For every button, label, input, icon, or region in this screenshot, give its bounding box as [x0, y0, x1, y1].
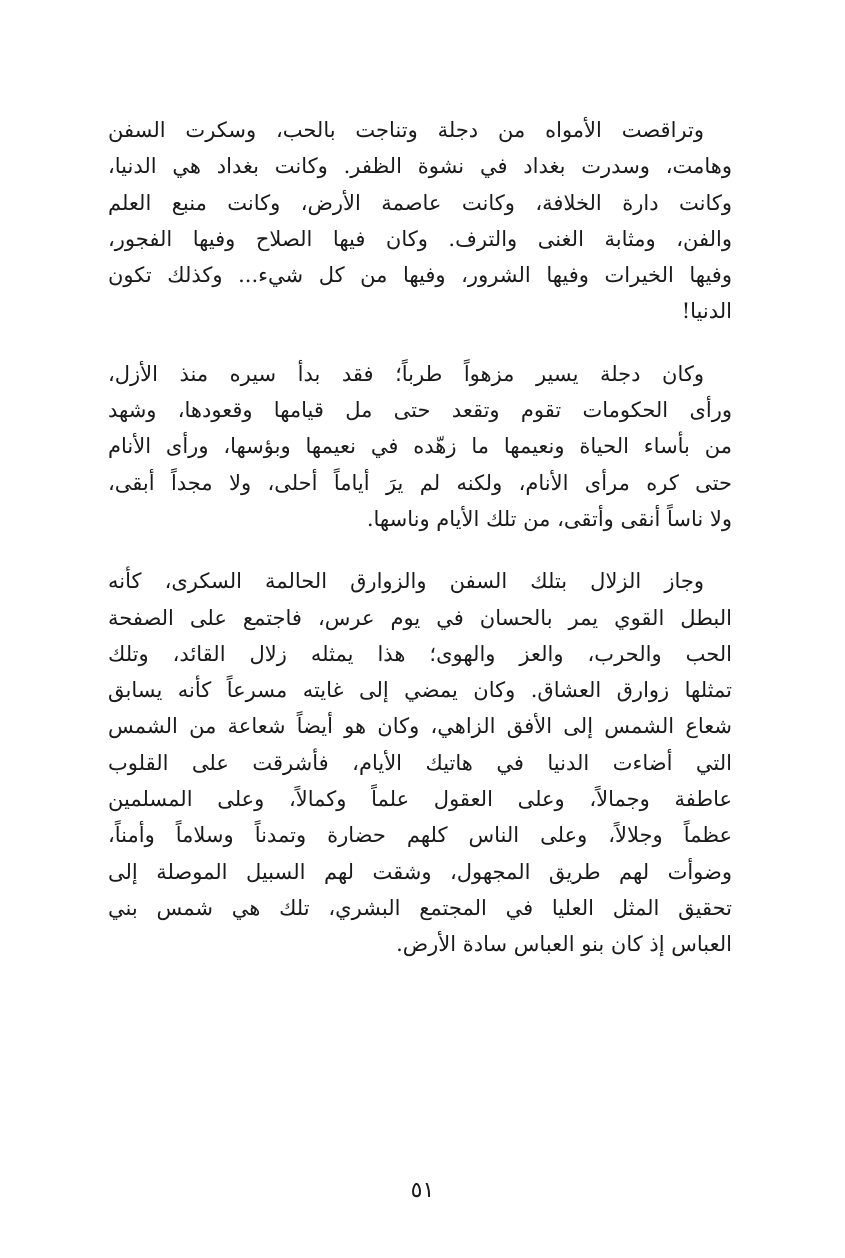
- text-line: وجاز الزلال بتلك السفن والزوارق الحالمة السكرى، كأنه: [108, 569, 704, 594]
- page-number: ٥١: [410, 1178, 435, 1203]
- text-line: وفيها الخيرات وفيها الشرور، وفيها من كل شيء... وكذلك تكون: [108, 263, 732, 288]
- text-line: من بأساء الحياة ونعيمها ما زهّده في نعيمها وبؤسها، ورأى الأنام: [108, 434, 732, 459]
- text-line: وكانت دارة الخلافة، وكانت عاصمة الأرض، وكانت منبع العلم: [108, 190, 732, 215]
- text-line: تحقيق المثل العليا في المجتمع البشري، تلك هي شمس بني: [108, 895, 732, 920]
- text-line: البطل القوي يمر بالحسان في يوم عرس، فاجتمع على الصفحة: [108, 605, 732, 630]
- body-text: [108, 112, 732, 989]
- text-line: شعاع الشمس إلى الأفق الزاهي، وكان هو أيضاً شعاعة من الشمس: [108, 714, 732, 739]
- text-line: ورأى الحكومات تقوم وتقعد حتى مل قيامها وقعودها، وشهد: [108, 398, 732, 423]
- text-line: عاطفة وجمالاً، وعلى العقول علماً وكمالاً، وعلى المسلمين: [108, 787, 732, 812]
- text-line: التي أضاءت الدنيا في هاتيك الأيام، فأشرقت على القلوب: [108, 750, 732, 775]
- text-line: الحب والحرب، والعز والهوى؛ هذا يمثله زلال القائد، وتلك: [108, 641, 732, 666]
- text-line: الدنيا!: [681, 299, 732, 324]
- text-line: عظماً وجلالاً، وعلى الناس كلهم حضارة وتمدناً وسلاماً وأمناً،: [108, 823, 732, 848]
- paragraph: [108, 356, 732, 537]
- text-line: ولا ناساً أنقى وأتقى، من تلك الأيام وناسها.: [366, 506, 732, 531]
- paragraph: [108, 563, 732, 962]
- text-line: وهامت، وسدرت بغداد في نشوة الظفر. وكانت بغداد هي الدنيا،: [108, 154, 732, 179]
- text-line: حتى كره مرأى الأنام، ولكنه لم يرَ أياماً أحلى، ولا مجداً أبقى،: [108, 470, 732, 495]
- paragraph: [108, 112, 732, 330]
- text-line: وضوأت لهم طريق المجهول، وشقت لهم السبيل الموصلة إلى: [108, 859, 732, 884]
- text-line: والفن، ومثابة الغنى والترف. وكان فيها الصلاح وفيها الفجور،: [108, 226, 732, 251]
- text-line: تمثلها زوارق العشاق. وكان يمضي إلى غايته مسرعاً كأنه يسابق: [108, 678, 732, 703]
- text-line: العباس إذ كان بنو العباس سادة الأرض.: [396, 932, 732, 957]
- text-line: وتراقصت الأمواه من دجلة وتناجت بالحب، وسكرت السفن: [108, 118, 704, 142]
- text-line: وكان دجلة يسير مزهواً طرباً؛ فقد بدأ سيره منذ الأزل،: [108, 361, 704, 386]
